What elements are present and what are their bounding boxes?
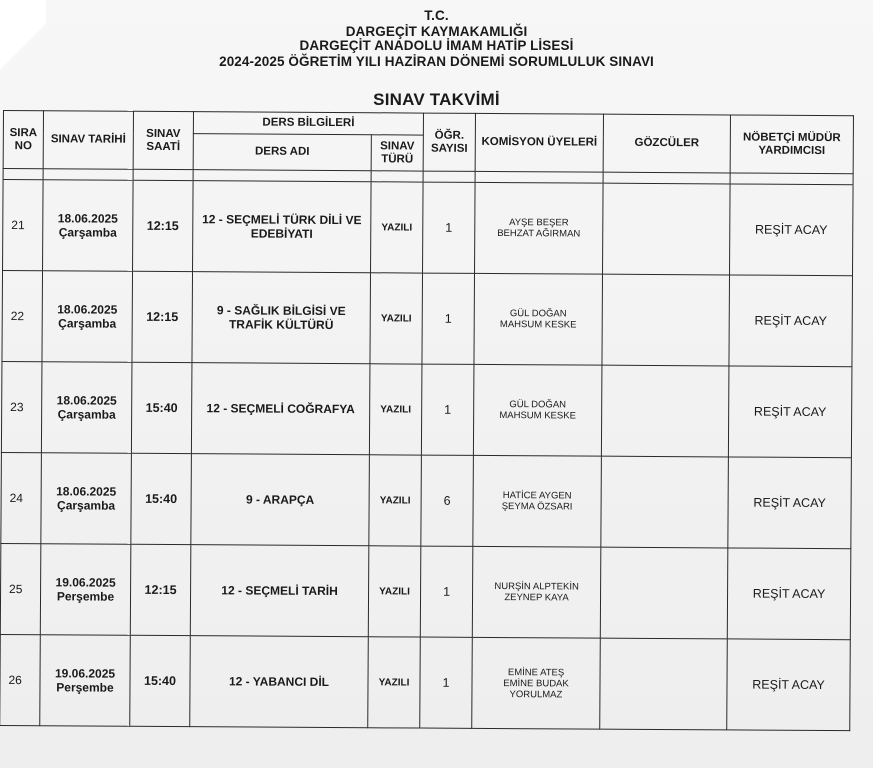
- student-count: 1: [420, 546, 473, 637]
- course-name: 9 - ARAPÇA: [191, 454, 370, 546]
- duty-vice-principal: REŞİT ACAY: [728, 457, 852, 549]
- committee-member: MAHSUM KESKE: [499, 410, 576, 422]
- student-count: 1: [422, 273, 475, 364]
- day-value: Çarşamba: [58, 225, 117, 240]
- committee-member: ZEYNEP KAYA: [504, 592, 569, 604]
- col-sinav-saati: SINAV SAATİ: [133, 111, 193, 169]
- date-value: 18.06.2025: [57, 302, 118, 317]
- committee-members: [473, 455, 602, 547]
- date-value: 19.06.2025: [54, 666, 116, 681]
- row-number: 21: [3, 180, 44, 271]
- student-count: 1: [421, 364, 474, 455]
- student-count: 1: [420, 637, 473, 728]
- row-number: 22: [2, 271, 43, 362]
- col-ogr-sayisi: ÖĞR. SAYISI: [423, 113, 475, 171]
- day-value: Çarşamba: [58, 316, 117, 331]
- table-row: [0, 543, 851, 639]
- exam-type: YAZILI: [368, 637, 421, 728]
- duty-vice-principal: REŞİT ACAY: [727, 639, 851, 731]
- exam-type: YAZILI: [368, 546, 421, 637]
- proctors: [600, 638, 728, 730]
- col-gozculer: GÖZCÜLER: [603, 114, 730, 173]
- committee-members: [472, 546, 601, 638]
- header-line-3: DARGEÇİT ANADOLU İMAM HATİP LİSESİ: [299, 38, 574, 53]
- table-row: [2, 271, 853, 367]
- header-line-2: DARGEÇİT KAYMAKAMLIĞI: [345, 24, 528, 39]
- proctors: [602, 274, 730, 366]
- col-komisyon: KOMİSYON ÜYELERİ: [475, 113, 603, 172]
- exam-date: [41, 362, 132, 454]
- committee-member: ŞEYMA ÖZSARI: [501, 501, 573, 513]
- page-title: SINAV TAKVİMİ: [373, 90, 500, 109]
- course-name: 12 - SEÇMELİ TARİH: [190, 545, 369, 637]
- exam-date: [42, 271, 133, 363]
- duty-vice-principal: REŞİT ACAY: [727, 548, 851, 640]
- col-sinav-tarihi: SINAV TARİHİ: [43, 111, 133, 170]
- proctors: [601, 456, 729, 548]
- row-number: 26: [0, 634, 40, 725]
- col-nobetci: NÖBETÇİ MÜDÜR YARDIMCISI: [730, 115, 853, 174]
- col-sira-no: SIRA NO: [3, 111, 43, 169]
- date-value: 18.06.2025: [56, 484, 117, 499]
- committee-member: EMİNE ATEŞ: [507, 666, 565, 678]
- proctors: [600, 547, 728, 639]
- committee-members: [472, 637, 601, 729]
- exam-date: [43, 180, 134, 272]
- committee-member: BEHZAT AĞIRMAN: [497, 228, 581, 240]
- duty-vice-principal: REŞİT ACAY: [728, 366, 852, 458]
- schedule-table: [0, 110, 854, 731]
- committee-member: MAHSUM KESKE: [499, 319, 577, 331]
- col-ders-bilgileri: DERS BİLGİLERİ: [193, 112, 423, 135]
- day-value: Çarşamba: [57, 407, 116, 422]
- exam-time: 12:15: [130, 544, 191, 635]
- committee-member: NURŞİN ALPTEKİN: [494, 581, 579, 593]
- exam-date: [41, 453, 132, 545]
- row-number: 24: [1, 452, 42, 543]
- day-value: Çarşamba: [57, 498, 116, 513]
- proctors: [603, 183, 731, 275]
- table-row: [0, 634, 850, 730]
- committee-member: AYŞE BEŞER: [509, 217, 569, 229]
- duty-vice-principal: REŞİT ACAY: [729, 275, 853, 367]
- row-number: 25: [0, 543, 41, 634]
- committee-member: GÜL DOĞAN: [509, 399, 567, 411]
- exam-type: YAZILI: [371, 182, 424, 273]
- col-sinav-turu: SINAV TÜRÜ: [371, 135, 423, 171]
- committee-member: HATİCE AYGEN: [502, 490, 572, 502]
- day-value: Perşembe: [56, 589, 115, 604]
- exam-time: 15:40: [131, 453, 192, 544]
- course-name: 12 - YABANCI DİL: [190, 636, 369, 728]
- day-value: Perşembe: [56, 680, 114, 695]
- committee-member: EMİNE BUDAK: [503, 677, 569, 689]
- committee-member: YORULMAZ: [509, 688, 563, 700]
- committee-members: [474, 273, 603, 365]
- exam-time: 12:15: [133, 180, 194, 271]
- committee-member: GÜL DOĞAN: [509, 308, 567, 320]
- exam-date: [40, 635, 131, 727]
- exam-time: 15:40: [130, 635, 191, 726]
- course-name: 12 - SEÇMELİ COĞRAFYA: [191, 363, 370, 455]
- exam-type: YAZILI: [369, 455, 422, 546]
- course-name: 12 - SEÇMELİ TÜRK DİLİ VE EDEBİYATI: [193, 181, 372, 273]
- table-row: [3, 180, 854, 276]
- exam-date: [40, 544, 131, 636]
- table-row: [1, 361, 852, 457]
- date-value: 18.06.2025: [56, 393, 117, 408]
- table-row: [1, 452, 852, 548]
- exam-time: 12:15: [132, 271, 193, 362]
- exam-type: YAZILI: [370, 273, 423, 364]
- header-line-4: 2024-2025 ÖĞRETİM YILI HAZİRAN DÖNEMİ SORUMLULUK SINAVI: [219, 54, 654, 69]
- student-count: 1: [423, 182, 476, 273]
- exam-time: 15:40: [131, 362, 192, 453]
- committee-members: [475, 182, 604, 274]
- student-count: 6: [421, 455, 474, 546]
- proctors: [601, 365, 729, 457]
- committee-members: [473, 364, 602, 456]
- header-line-1: T.C.: [424, 8, 449, 23]
- row-number: 23: [1, 361, 42, 452]
- duty-vice-principal: REŞİT ACAY: [730, 184, 854, 276]
- course-name: 9 - SAĞLIK BİLGİSİ VE TRAFİK KÜLTÜRÜ: [192, 272, 371, 364]
- exam-type: YAZILI: [369, 364, 422, 455]
- col-ders-adi: DERS ADI: [193, 134, 371, 171]
- date-value: 18.06.2025: [57, 211, 118, 226]
- date-value: 19.06.2025: [55, 575, 116, 590]
